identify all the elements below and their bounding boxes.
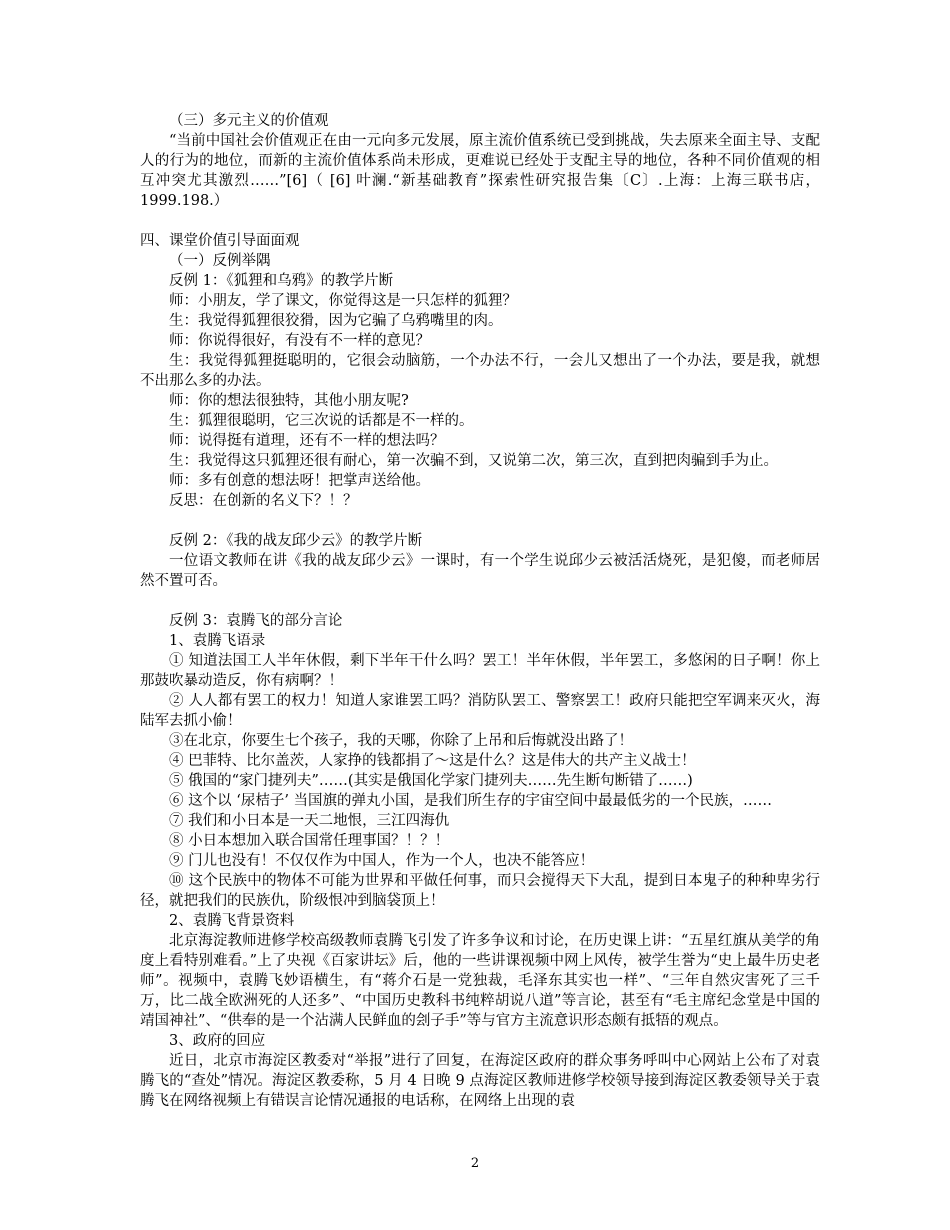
dialogue-line: 师：你说得很好，有没有不一样的意见？ xyxy=(169,333,430,349)
quote-item: ⑥ 这个以 ‘尿桔子’ 当国旗的弹丸小国，是我们所生存的宇宙空间中最最低劣的一个民族，…… xyxy=(169,793,773,809)
quote-item: ⑧ 小日本想加入联合国常任理事国？！？！ xyxy=(169,833,450,849)
subsection-heading-1: （一）反例举隅 xyxy=(169,253,271,269)
chapter-heading-4: 四、课堂价值引导面面观 xyxy=(140,233,300,249)
dialogue-line: 师：说得挺有道理，还有不一样的想法吗？ xyxy=(169,433,445,449)
quote-paragraph: “当前中国社会价值观正在由一元向多元发展，原主流价值系统已受到挑战，失去原来全面主导、支配人的行为的地位，而新的主流价值体系尚未形成，更难说已经处于支配主导的地位，各种不同价值观的相互冲突尤其激烈……”[6]（ [6] 叶澜.“新基础教育”探索性研究报告集〔C〕.上海：上海三联书店，1999.198.） xyxy=(140,133,820,209)
quote-item: ⑦ 我们和小日本是一天二地恨，三江四海仇 xyxy=(169,813,450,829)
dialogue-line: 师：小朋友，学了课文，你觉得这是一只怎样的狐狸？ xyxy=(169,293,517,309)
quote-item: ⑨ 门儿也没有！不仅仅作为中国人，作为一个人，也决不能答应！ xyxy=(169,853,595,869)
quote-item: ② 人人都有罢工的权力！知道人家谁罢工吗？消防队罢工、警察罢工！政府只能把空军调来灭火，海陆军去抓小偷！ xyxy=(140,693,820,729)
spacer xyxy=(140,511,820,531)
quote-item: ③在北京，你要生七个孩子，我的天哪，你除了上吊和后悔就没出路了！ xyxy=(169,733,633,749)
document-body xyxy=(140,111,820,1111)
response-paragraph: 近日，北京市海淀区教委对“举报”进行了回复，在海淀区政府的群众事务呼叫中心网站上公布了对袁腾飞的“查处”情况。海淀区教委称，5 月 4 日晚 9 点海淀区教师进修学校领导接到海淀区教委领导关于袁腾飞在网络视频上有错误言论情况通报的电话称，在网络上出现的袁 xyxy=(140,1053,820,1109)
dialogue-line: 生：我觉得这只狐狸还很有耐心，第一次骗不到，又说第二次，第三次，直到把肉骗到手为止。 xyxy=(169,453,778,469)
quote-item: ① 知道法国工人半年休假，剩下半年干什么吗？罢工！半年休假，半年罢工，多悠闲的日子啊！你上那鼓吹暴动造反，你有病啊？！ xyxy=(140,653,820,689)
background-paragraph: 北京海淀教师进修学校高级教师袁腾飞引发了许多争议和讨论，在历史课上讲：“五星红旗从美学的角度上看特别难看。”上了央视《百家讲坛》后，他的一些讲课视频中网上风传，被学生誉为“史上最牛历史老师”。视频中，袁腾飞妙语横生，有“蒋介石是一党独裁，毛泽东其实也一样”、“三年自然灾害死了三千万，比二战全欧洲死的人还多”、“中国历史教科书纯粹胡说八道”等言论，甚至有“毛主席纪念堂是中国的靖国神社”、“供奉的是一个沾满人民鲜血的刽子手”等与官方主流意识形态颇有抵牾的观点。 xyxy=(140,933,820,1029)
example-1-title: 反例 1：《狐狸和乌鸦》的教学片断 xyxy=(169,273,394,289)
dialogue-line: 生：狐狸很聪明，它三次说的话都是不一样的。 xyxy=(169,413,474,429)
subheading-quotes: 1、袁腾飞语录 xyxy=(169,633,266,649)
quote-item: ⑤ 俄国的“家门捷列夫”……(其实是俄国化学家门捷列夫……先生断句断错了……) xyxy=(169,773,693,789)
quote-item: ④ 巴菲特、比尔盖茨，人家挣的钱都捐了～这是什么？这是伟大的共产主义战士！ xyxy=(169,753,696,769)
quote-item: ⑩ 这个民族中的物体不可能为世界和平做任何事，而只会搅得天下大乱，提到日本鬼子的种种卑劣行径，就把我们的民族仇，阶级恨冲到脑袋顶上！ xyxy=(140,873,820,909)
example-2-title: 反例 2：《我的战友邱少云》的教学片断 xyxy=(169,533,423,549)
dialogue-line: 生：我觉得狐狸挺聪明的，它很会动脑筋，一个办法不行，一会儿又想出了一个办法，要是我，就想不出那么多的办法。 xyxy=(140,353,820,389)
page-number: 2 xyxy=(470,1156,480,1171)
subheading-background: 2、袁腾飞背景资料 xyxy=(169,913,295,929)
spacer xyxy=(140,591,820,611)
spacer xyxy=(140,211,820,231)
example-2-paragraph: 一位语文教师在讲《我的战友邱少云》一课时，有一个学生说邱少云被活活烧死，是犯傻，而老师居然不置可否。 xyxy=(140,553,820,589)
example-3-title: 反例 3：袁腾飞的部分言论 xyxy=(169,613,343,629)
reflection-line: 反思：在创新的名义下？！？ xyxy=(169,493,358,509)
section-heading-3: （三）多元主义的价值观 xyxy=(169,113,329,129)
subheading-government-response: 3、政府的回应 xyxy=(169,1033,266,1049)
dialogue-line: 师：你的想法很独特，其他小朋友呢? xyxy=(169,393,409,409)
dialogue-line: 生：我觉得狐狸很狡猾，因为它骗了乌鸦嘴里的肉。 xyxy=(169,313,503,329)
dialogue-line: 师：多有创意的想法呀！把掌声送给他。 xyxy=(169,473,430,489)
